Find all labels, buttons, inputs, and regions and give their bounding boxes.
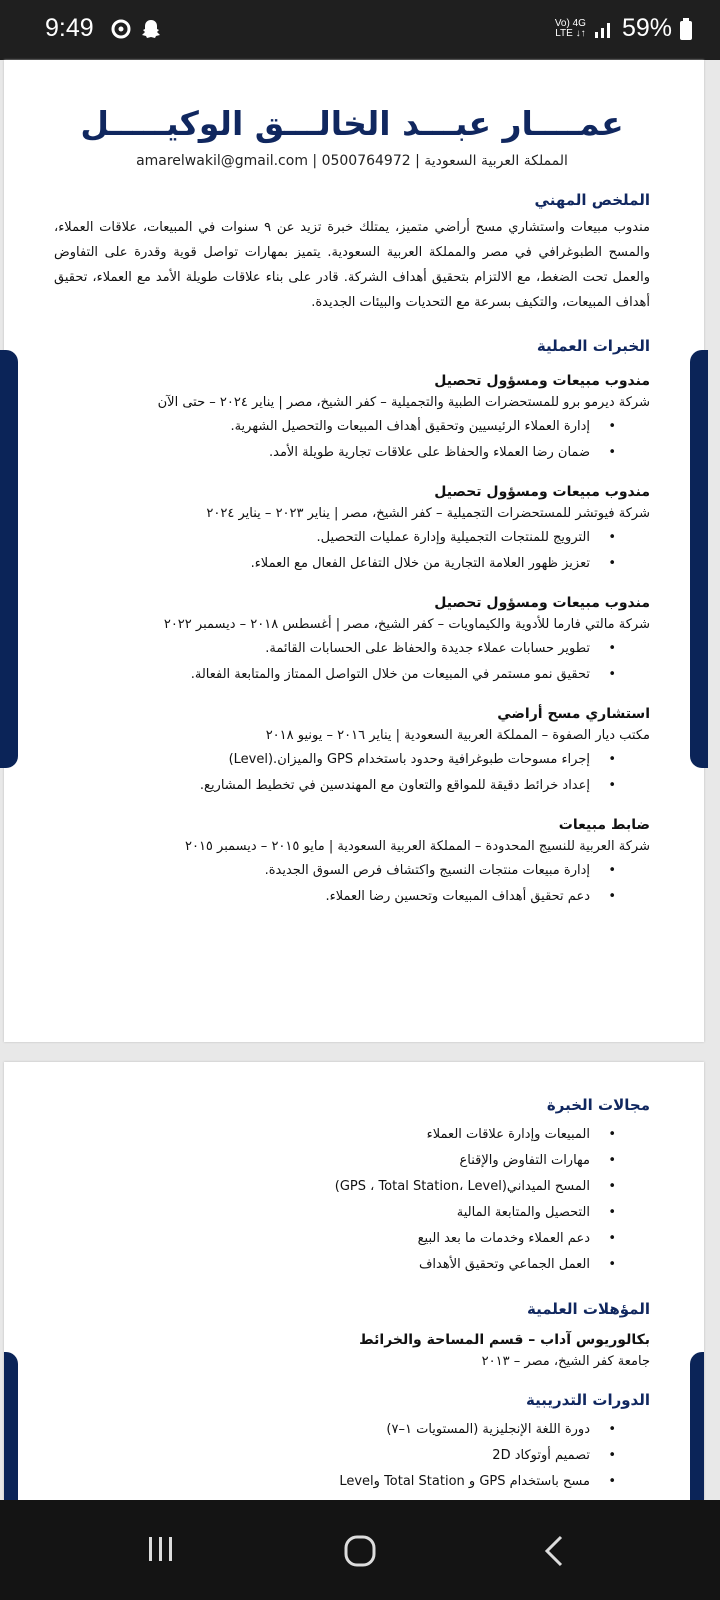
navigation-bar	[0, 1500, 720, 1600]
network-indicator	[555, 19, 586, 39]
snapchat-icon	[139, 18, 163, 42]
summary-text: مندوب مبيعات واستشاري مسح أراضي متميز، يمتلك خبرة تزيد عن ٩ سنوات في المبيعات، علاقات العملاء، والمسح الطبوغرافي في مصر والمملكة العربية السعودية. يتميز بمهارات تواصل قوية وقدرة على التفاوض والعمل تحت الضغط، مع الالتزام بتحقيق أهداف الشركة. قادر على بناء علاقات طويلة الأمد مع العملاء، تحقيق أهداف المبيعات، والتكيف بسرعة مع التحديات والبيئات الجديدة.	[54, 220, 651, 310]
home-icon[interactable]	[343, 1534, 377, 1568]
battery-icon	[680, 18, 692, 40]
list-item: • ضمان رضا العملاء والحفاظ على علاقات تجارية طويلة الأمد.	[54, 440, 590, 466]
list-item: • مهارات التفاوض والإقناع	[54, 1148, 590, 1174]
job-title: مندوب مبيعات ومسؤول تحصيل	[434, 373, 650, 389]
job-meta: شركة مالتي فارما للأدوية والكيماويات – كفر الشيخ، مصر | أغسطس ٢٠١٨ – ديسمبر ٢٠٢٢	[163, 617, 650, 632]
job-bullets	[54, 414, 650, 466]
network-lte: LTE ↓↑	[555, 27, 586, 39]
job-title: ضابط مبيعات	[558, 817, 650, 833]
left-accent-bar	[0, 350, 18, 768]
signal-icon	[594, 20, 614, 38]
list-item: • العمل الجماعي وتحقيق الأهداف	[54, 1252, 590, 1278]
education-heading: المؤهلات العلمية	[527, 1300, 650, 1318]
job-title: مندوب مبيعات ومسؤول تحصيل	[434, 484, 650, 500]
list-item: • المسح الميداني(GPS ، Total Station، Level)	[54, 1174, 590, 1200]
right-accent-bar	[690, 1352, 704, 1500]
contact-line: المملكة العربية السعودية | amarelwakil@gmail.com | 0500764972	[136, 153, 568, 169]
job-bullets	[54, 525, 650, 577]
document-page-1	[4, 60, 704, 1042]
summary-heading: الملخص المهني	[534, 191, 650, 209]
left-accent-bar	[4, 1352, 18, 1500]
list-item: • دعم تحقيق أهداف المبيعات وتحسين رضا العملاء.	[54, 884, 590, 910]
recents-icon[interactable]	[146, 1534, 176, 1564]
list-item: • تصميم أوتوكاد 2D	[54, 1443, 590, 1469]
job-bullets	[54, 747, 650, 799]
job-meta: شركة ديرمو برو للمستحضرات الطبية والتجميلية – كفر الشيخ، مصر | يناير ٢٠٢٤ – حتى الآن	[157, 395, 650, 410]
list-item: • دورة اللغة الإنجليزية (المستويات ١–٧)	[54, 1417, 590, 1443]
list-item: • تعزيز ظهور العلامة التجارية من خلال التفاعل الفعال مع العملاء.	[54, 551, 590, 577]
document-page-2	[4, 1062, 704, 1500]
status-bar	[0, 0, 720, 60]
courses-list	[54, 1417, 650, 1495]
list-item: • إدارة العملاء الرئيسيين وتحقيق أهداف المبيعات والتحصيل الشهرية.	[54, 414, 590, 440]
list-item: • التحصيل والمتابعة المالية	[54, 1200, 590, 1226]
job-meta: شركة العربية للنسيج المحدودة – المملكة العربية السعودية | مايو ٢٠١٥ – ديسمبر ٢٠١٥	[184, 839, 650, 854]
experience-heading: الخبرات العملية	[536, 337, 650, 355]
list-item: • إدارة مبيعات منتجات النسيج واكتشاف فرص السوق الجديدة.	[54, 858, 590, 884]
skills-list	[54, 1122, 650, 1278]
job-meta: مكتب ديار الصفوة – المملكة العربية السعودية | يناير ٢٠١٦ – يونيو ٢٠١٨	[265, 728, 650, 743]
skills-heading: مجالات الخبرة	[546, 1096, 650, 1114]
list-item: • إعداد خرائط دقيقة للمواقع والتعاون مع المهندسين في تخطيط المشاريع.	[54, 773, 590, 799]
job-bullets	[54, 858, 650, 910]
university: جامعة كفر الشيخ، مصر – ٢٠١٣	[481, 1354, 650, 1369]
list-item: • الترويج للمنتجات التجميلية وإدارة عمليات التحصيل.	[54, 525, 590, 551]
list-item: • المبيعات وإدارة علاقات العملاء	[54, 1122, 590, 1148]
list-item: • تطوير حسابات عملاء جديدة والحفاظ على الحسابات القائمة.	[54, 636, 590, 662]
network-type: Vo) 4G	[554, 17, 586, 29]
degree-title: بكالوريوس آداب – قسم المساحة والخرائط	[359, 1332, 650, 1348]
back-icon[interactable]	[542, 1534, 566, 1568]
job-meta: شركة فيوتشر للمستحضرات التجميلية – كفر الشيخ، مصر | يناير ٢٠٢٣ – يناير ٢٠٢٤	[206, 506, 650, 521]
resume-name: عمــــار عبـــد الخالـــق الوكيـــــل	[80, 104, 624, 143]
job-title: مندوب مبيعات ومسؤول تحصيل	[434, 595, 650, 611]
job-bullets	[54, 636, 650, 688]
right-accent-bar	[690, 350, 708, 768]
location-icon	[110, 18, 132, 40]
courses-heading: الدورات التدريبية	[525, 1391, 650, 1409]
battery-percent: 59%	[621, 14, 672, 42]
list-item: • تحقيق نمو مستمر في المبيعات من خلال التواصل الممتاز والمتابعة الفعالة.	[54, 662, 590, 688]
list-item: • دعم العملاء وخدمات ما بعد البيع	[54, 1226, 590, 1252]
clock: 9:49	[45, 14, 94, 42]
list-item: • مسح باستخدام GPS و Total Station وLevel	[54, 1469, 590, 1495]
job-title: استشاري مسح أراضي	[497, 706, 650, 722]
list-item: • إجراء مسوحات طبوغرافية وحدود باستخدام GPS والميزان.(Level)	[54, 747, 590, 773]
